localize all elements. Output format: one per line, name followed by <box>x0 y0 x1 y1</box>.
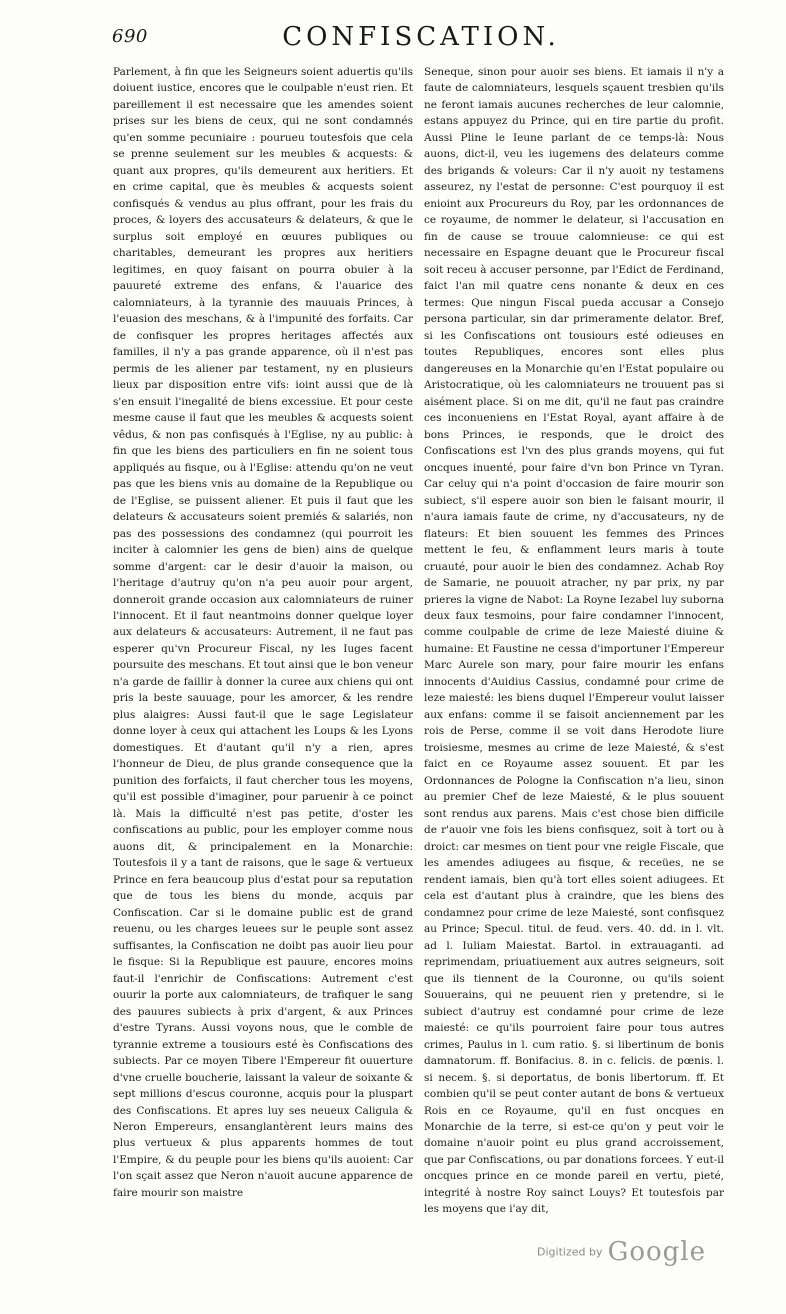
header-rule <box>112 56 730 57</box>
left-column <box>113 64 413 1201</box>
page-number: 690 <box>112 26 148 47</box>
right-column-text: Seneque, sinon pour auoir ses biens. Et iamais il n'y a faute de calomniateurs, lesquels sçauent tresbien qu'ils ne feront iamais aucunes recherches de leur calomnie, estans appuyez du Prince, qui en tire partie du profit. Aussi Pline le Ieune parlant de ce temps-là: Nous auons, dict-il, veu les iugemens des delateurs comme des brigands & voleurs: Car il n'y auoit ny testamens asseurez, ny l'estat de personne: C'est pourquoy il est enioint aux Procureurs du Roy, par les ordonnances de ce royaume, de nommer le delateur, si l'accusation en fin de cause se trouue calomnieuse: ce qui est necessaire en Espagne deuant que le Procureur fiscal soit receu à accuser personne, par l'Edict de Ferdinand, faict l'an mil quatre cens nonante & deux en ces termes: Que ningun Fiscal pueda accusar a Consejo persona particular, sin dar primeramente delator. Bref, si les Confiscations ont tousiours esté odieuses en toutes Republiques, encores sont elles plus dangereuses en la Monarchie qu'en l'Estat populaire ou Aristocratique, où les calomniateurs ne trouuent pas si aisément place. Si on me dit, qu'il ne faut pas craindre ces inconueniens en l'Estat Royal, ayant affaire à de bons Princes, ie responds, que le droict des Confiscations est l'vn des plus grands moyens, qui fut oncques inuenté, pour faire d'vn bon Prince vn Tyran. Car celuy qui n'a point d'occasion de faire mourir son subiect, s'il espere auoir son bien le faisant mourir, il n'aura iamais faute de crime, ny d'accusateurs, ny de flateurs: Et bien souuent les femmes des Princes mettent le feu, & enflamment leurs maris à toute cruauté, pour auoir le bien des condamnez. Achab Roy de Samarie, ne pouuoit atracher, ny par prix, ny par prieres la vigne de Nabot: La Royne Iezabel luy suborna deux faux tesmoins, pour faire condamner l'innocent, comme coulpable de crime de leze Maiesté diuine & humaine: Et Faustine ne cessa d'importuner l'Empereur Marc Aurele son mary, pour faire mourir les enfans innocents d'Auidius Cassius, condamné pour crime de leze maiesté: les biens duquel l'Empereur voulut laisser aux enfans: comme il se faisoit anciennement par les rois de Perse, comme il se voit dans Herodote liure troisiesme, mesmes au crime de leze Maiesté, & s'est faict en ce Royaume assez souuent. Et par les Ordonnances de Pologne la Confiscation n'a lieu, sinon au premier Chef de leze Maiesté, & le plus souuent sont rendus aux parens. Mais c'est chose bien difficile de r'auoir vne fois les biens confisquez, soit à tort ou à droict: car mesmes on tient pour vne reigle Fiscale, que les amendes adiugees au fisque, & receües, ne se rendent iamais, bien qu'à tort elles soient adiugees. Et cela est d'autant plus à craindre, que les biens des condamnez pour crime de leze Maiesté, sont confisquez au Prince; Specul. titul. de feud. vers. 40. dd. in l. vlt. ad l. Iuliam Maiestat. Bartol. in extrauaganti. ad reprimendam, priuatiuement aux autres seigneurs, soit que ils tiennent de la Couronne, ou qu'ils soient Souuerains, qui ne peuuent rien y pretendre, si le subiect d'autruy est condamné pour crime de leze maiesté: ce qu'ils pourroient faire pour tous autres crimes, Paulus in l. cum ratio. §. si libertinum de bonis damnatorum. ff. Bonifacius. 8. in c. felicis. de pœnis. l. si necem. §. si deportatus, de bonis libertorum. ff. Et combien qu'il se peut conter autant de bons & vertueux Rois en ce Royaume, qu'il en fust oncques en Monarchie de la terre, si est-ce qu'on y peut voir le domaine n'auoir point eu plus grand accroissement, que par Confiscations, ou par donations forcees. Y eut-il oncques prince en ce monde pareil en vertu, pieté, integrité à nostre Roy sainct Louys? Et toutesfois par les moyens que i'ay dit, <box>424 66 724 1216</box>
google-logo: Google <box>607 1237 706 1267</box>
right-column <box>424 64 724 1218</box>
running-title: CONFISCATION. <box>282 22 560 52</box>
digitized-label: Digitized by <box>537 1245 603 1259</box>
page-header <box>112 20 730 60</box>
digitized-watermark <box>537 1237 706 1267</box>
left-column-text: Parlement, à fin que les Seigneurs soient aduertis qu'ils doiuent iustice, encores que le coulpable n'eust rien. Et pareillement il est necessaire que les amendes soient prises sur les biens de ceux, qui ne sont condamnés qu'en somme pecuniaire : pourueu toutesfois que cela se prenne seulement sur les meubles & acquests: & quant aux propres, qu'ils demeurent aux heritiers. Et en crime capital, que ès meubles & acquests soient confisqués & vendus au plus offrant, pour les frais du proces, & loyers des accusateurs & delateurs, & que le surplus soit employé en œuures publiques ou charitables, demeurant les propres aux heritiers legitimes, en quoy faisant on pourra obuier à la pauureté extreme des enfans, & l'auarice des calomniateurs, à la tyrannie des mauuais Princes, à l'euasion des meschans, & à l'impunité des forfaits. Car de confisquer les propres heritages affectés aux familles, il n'y a pas grande apparence, où il n'est pas permis de les aliener par testament, ny en plusieurs lieux par disposition entre vifs: ioint aussi que de là s'en ensuit l'inegalité de biens excessiue. Et pour ceste mesme cause il faut que les meubles & acquests soient vêdus, & non pas confisqués à l'Eglise, ny au public: à fin que les biens des particuliers en fin ne soient tous appliqués au fisque, ou à l'Eglise: attendu qu'on ne veut pas que les biens vnis au domaine de la Republique ou de l'Eglise, se puissent aliener. Et puis il faut que les delateurs & accusateurs soient premiés & salariés, non pas des possessions des condamnez (qui pourroit les inciter à calomnier les gens de bien) ains de quelque somme d'argent: car le desir d'auoir la maison, ou l'heritage d'autruy qu'on n'a peu auoir pour argent, donneroit grande occasion aux calomniateurs de ruiner l'innocent. Et il faut neantmoins donner quelque loyer aux delateurs & accusateurs: Autrement, il ne faut pas esperer qu'vn Procureur Fiscal, ny les Iuges facent poursuite des meschans. Et tout ainsi que le bon veneur n'a garde de faillir à donner la curee aux chiens qui ont pris la beste sauuage, pour les amorcer, & les rendre plus alaigres: Aussi faut-il que le sage Legislateur donne loyer à ceux qui attachent les Loups & les Lyons domestiques. Et d'autant qu'il n'y a rien, apres l'honneur de Dieu, de plus grande consequence que la punition des forfaicts, il faut chercher tous les moyens, qu'il est possible d'imaginer, pour paruenir à ce poinct là. Mais la difficulté n'est pas petite, d'oster les confiscations au public, pour les employer comme nous auons dit, & principalement en la Monarchie: Toutesfois il y a tant de raisons, que le sage & vertueux Prince en fera beaucoup plus d'estat pour sa reputation que de tous les biens du monde, acquis par Confiscation. Car si le domaine public est de grand reuenu, ou les charges leuees sur le peuple sont assez suffisantes, la Confiscation ne doibt pas auoir lieu pour le fisque: Si la Republique est pauure, encores moins faut-il l'enrichir de Confiscations: Autrement c'est ouurir la porte aux calomniateurs, de trafiquer le sang des pauures subiects à prix d'argent, & aux Princes d'estre Tyrans. Aussi voyons nous, que le comble de tyrannie extreme a tousiours esté ès Confiscations des subiects. Par ce moyen Tibere l'Empereur fit ouuerture d'vne cruelle boucherie, laissant la valeur de soixante & sept millions d'escus couronne, acquis pour la pluspart des Confiscations. Et apres luy ses neueux Caligula & Neron Empereurs, ensanglantèrent leurs mains des plus vertueux & plus apparents hommes de tout l'Empire, & du peuple pour les biens qu'ils auoient: Car l'on sçait assez que Neron n'auoit aucune apparence de faire mourir son maistre <box>113 66 413 1199</box>
